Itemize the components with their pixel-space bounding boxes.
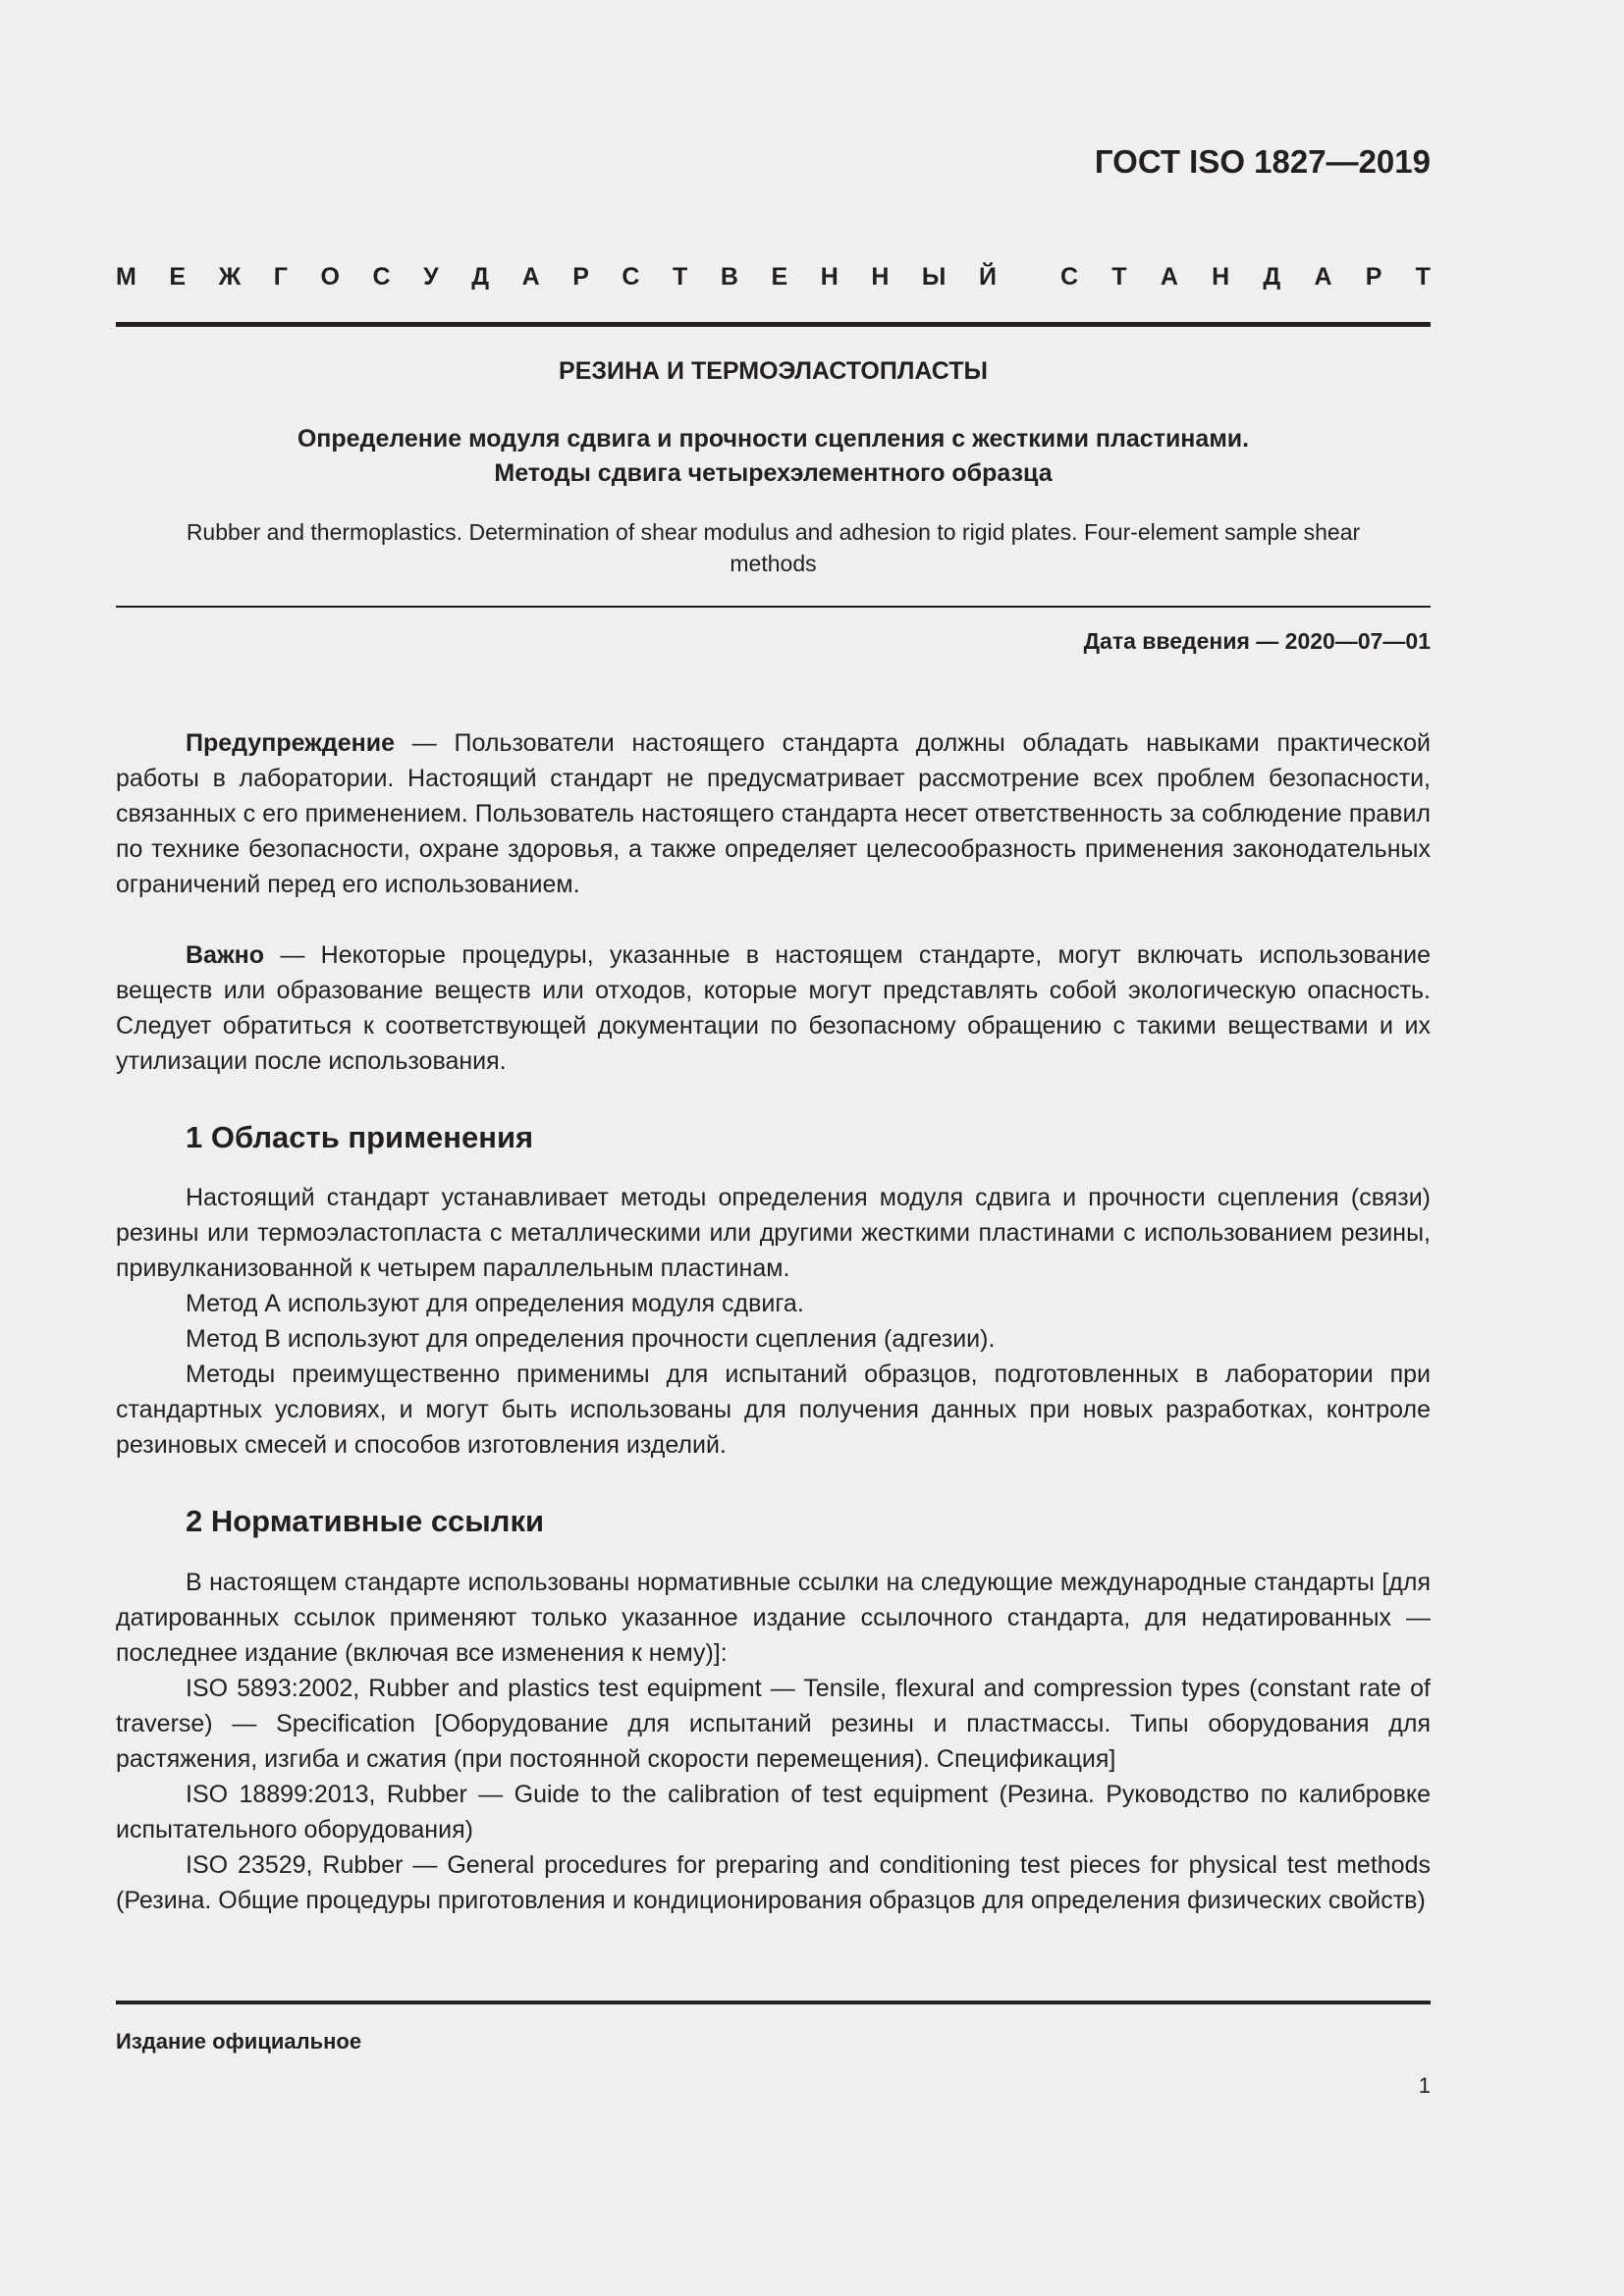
document-code: ГОСТ ISO 1827—2019 bbox=[1094, 143, 1431, 180]
label-letter: Д bbox=[1263, 263, 1281, 291]
label-letter: А bbox=[1160, 263, 1178, 291]
english-title bbox=[116, 516, 1431, 579]
standard-label-word-1 bbox=[116, 263, 997, 292]
important-text: — Некоторые процедуры, указанные в настоящем стандарте, могут включать использование веществ или образование веществ или отходов, которые могут представлять собой экологическую опасность. Следует обратиться к соответствующей документации по безопасному обращению с такими веществами и их утилизации после использования. bbox=[116, 941, 1431, 1075]
title-divider bbox=[116, 606, 1431, 608]
label-letter: В bbox=[720, 263, 738, 291]
label-letter: Ж bbox=[218, 263, 242, 291]
label-letter: Т bbox=[1111, 263, 1127, 291]
footer-divider bbox=[116, 2001, 1431, 2004]
section-1-paragraph: Метод А используют для определения модуля сдвига. bbox=[186, 1290, 804, 1317]
reference-item: ISO 5893:2002, Rubber and plastics test equipment — Tensile, flexural and compression types (constant rate of traverse) — Specification [Оборудование для испытаний резины и пластмассы. Типы оборудования для растяжения, изгиба и сжатия (при постоянной скорости перемещения). Спецификация] bbox=[116, 1675, 1431, 1773]
standard-label-word-2 bbox=[1060, 263, 1431, 292]
section-1-paragraph: Настоящий стандарт устанавливает методы определения модуля сдвига и прочности сцепления (связи) резины или термоэластопласта с металлическими или другими жесткими пластинами с использованием резины, привулканизованной к четырем параллельным пластинам. bbox=[116, 1184, 1431, 1282]
subtitle-line: Методы сдвига четырехэлементного образца bbox=[494, 459, 1053, 487]
section-1-body bbox=[116, 1180, 1431, 1463]
label-letter: Р bbox=[1365, 263, 1382, 291]
section-1-paragraph: Методы преимущественно применимы для испытаний образцов, подготовленных в лаборатории при стандартных условиях, и могут быть использованы для получения данных при новых разработках, контроле резиновых смесей и способов изготовления изделий. bbox=[116, 1361, 1431, 1459]
label-letter: О bbox=[320, 263, 340, 291]
introduction-date: Дата введения — 2020—07—01 bbox=[1083, 628, 1431, 654]
section-2-paragraph: В настоящем стандарте использованы нормативные ссылки на следующие международные стандарты [для датированных ссылок применяют только указанное издание ссылочного стандарта, для недатированных — последнее издание (включая все изменения к нему)]: bbox=[116, 1569, 1431, 1667]
subtitle-line: Определение модуля сдвига и прочности сцепления с жесткими пластинами. bbox=[297, 425, 1250, 453]
label-letter: Ы bbox=[921, 263, 947, 291]
warning-paragraph bbox=[116, 725, 1431, 902]
label-letter: Р bbox=[572, 263, 589, 291]
label-letter: Н bbox=[820, 263, 839, 291]
english-title-line: methods bbox=[730, 551, 817, 576]
section-1-heading: 1 Область применения bbox=[186, 1120, 534, 1154]
label-letter: Й bbox=[978, 263, 997, 291]
reference-item: ISO 23529, Rubber — General procedures for preparing and conditioning test pieces for physical test methods (Резина. Общие процедуры приготовления и кондиционирования образцов для определения физических свойств) bbox=[116, 1851, 1431, 1914]
label-letter: Е bbox=[169, 263, 187, 291]
standard-type-label bbox=[116, 263, 1431, 292]
important-label: Важно bbox=[186, 941, 265, 969]
section-2-heading: 2 Нормативные ссылки bbox=[186, 1504, 545, 1538]
english-title-line: Rubber and thermoplastics. Determination of shear modulus and adhesion to rigid plates. Four-element sample shear bbox=[186, 519, 1361, 545]
label-letter: С bbox=[372, 263, 391, 291]
label-letter: У bbox=[423, 263, 439, 291]
label-letter: Н bbox=[871, 263, 890, 291]
label-letter: Т bbox=[673, 263, 688, 291]
label-letter: А bbox=[1314, 263, 1332, 291]
label-letter: Д bbox=[471, 263, 490, 291]
label-letter: Г bbox=[273, 263, 288, 291]
document-subtitle bbox=[116, 422, 1431, 491]
label-letter: А bbox=[521, 263, 540, 291]
label-letter: Т bbox=[1415, 263, 1431, 291]
warning-label: Предупреждение bbox=[186, 729, 396, 757]
warning-block bbox=[116, 725, 1431, 902]
page-number: 1 bbox=[1418, 2073, 1431, 2098]
label-letter: С bbox=[1060, 263, 1079, 291]
label-letter: Н bbox=[1212, 263, 1230, 291]
important-block bbox=[116, 937, 1431, 1079]
reference-item: ISO 18899:2013, Rubber — Guide to the calibration of test equipment (Резина. Руководство по калибровке испытательного оборудования) bbox=[116, 1781, 1431, 1843]
document-page bbox=[116, 0, 1431, 2296]
important-paragraph bbox=[116, 937, 1431, 1079]
official-edition-label: Издание официальное bbox=[116, 2029, 362, 2054]
label-letter: С bbox=[622, 263, 640, 291]
section-2-body bbox=[116, 1565, 1431, 1918]
label-letter: М bbox=[116, 263, 136, 291]
header-divider bbox=[116, 322, 1431, 327]
document-title: РЕЗИНА И ТЕРМОЭЛАСТОПЛАСТЫ bbox=[559, 357, 988, 385]
label-letter: Е bbox=[771, 263, 788, 291]
warning-text: — Пользователи настоящего стандарта должны обладать навыками практической работы в лаборатории. Настоящий стандарт не предусматривает рассмотрение всех проблем безопасности, связанных с его применением. Пользователь настоящего стандарта несет ответственность за соблюдение правил по технике безопасности, охране здоровья, а также определяет целесообразность применения законодательных ограничений перед его использованием. bbox=[116, 729, 1431, 898]
section-1-paragraph: Метод В используют для определения прочности сцепления (адгезии). bbox=[186, 1325, 996, 1353]
